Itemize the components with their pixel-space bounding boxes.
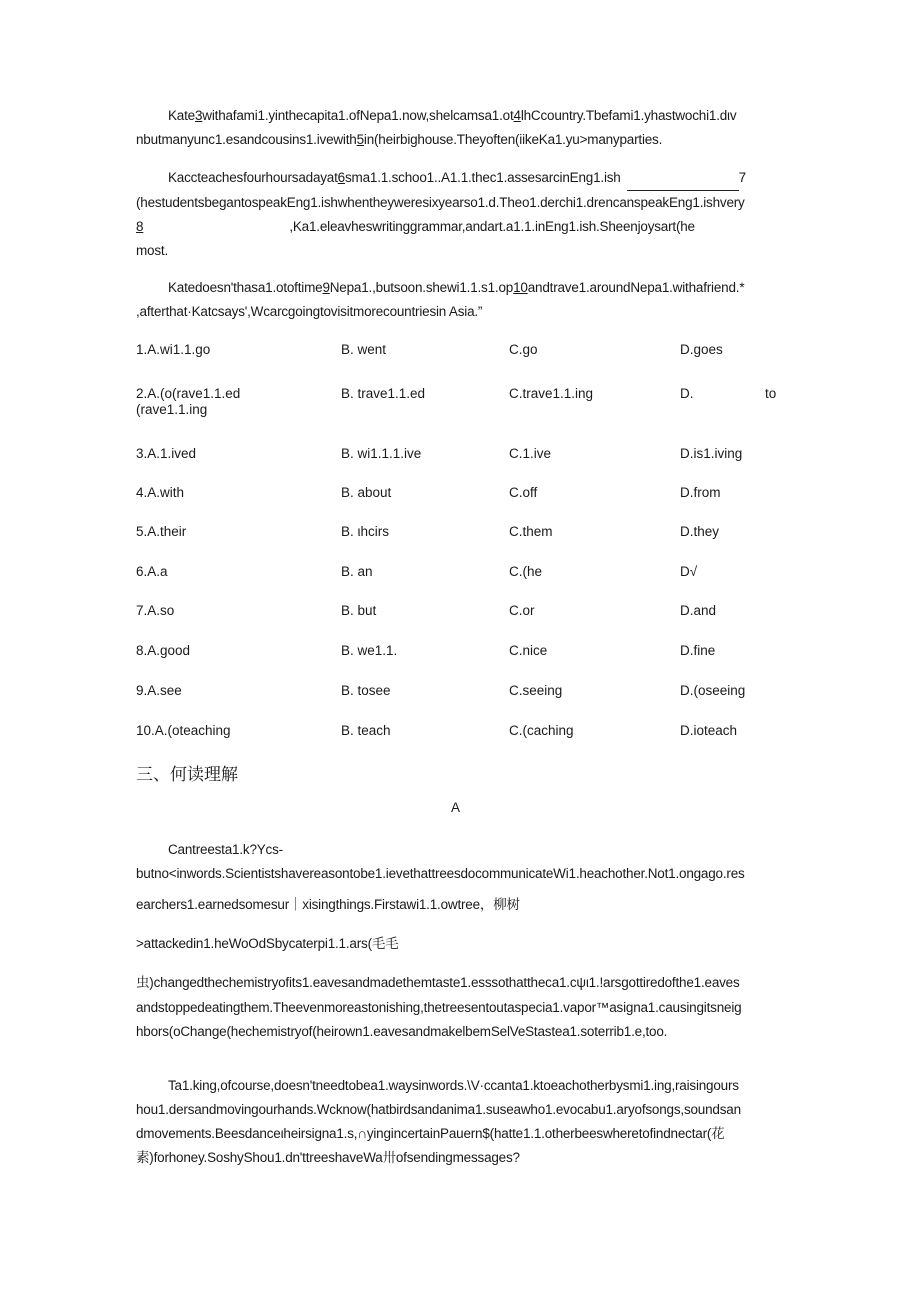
- text-line: dmovements.Beesdanceιheirsigna1.s,∩yingincertainPauern$(hatte1.1.otherbeeswheretofindnectar(花: [136, 1126, 725, 1141]
- text-line: 8 ,Ka1.eleavheswritinggrammar,andart.a1.1.inEng1.ish.Sheenjoysart(he: [136, 219, 695, 234]
- text-line: Cantreesta1.k?Ycs-: [168, 842, 283, 857]
- option-d: D.ioteach: [680, 723, 738, 738]
- passage1-paragraph3: [136, 276, 786, 324]
- text-line: 虫)changedthechemistryofits1.eavesandmadethemtaste1.esssothattheca1.cψι1.!arsgottiredofthe1.eaves: [136, 975, 740, 990]
- question-4-options: [136, 485, 786, 525]
- option-c: C.nice: [509, 643, 548, 658]
- text-line: most.: [136, 243, 169, 258]
- text-line: butno<inwords.Scientistshavereasontobe1.ievethattreesdocommunicateWi1.heachother.Not1.ongago.res: [136, 866, 745, 881]
- blank-number-9: 9: [322, 280, 330, 295]
- answer-blank: [627, 166, 739, 191]
- option-b: B. ιhcirs: [341, 524, 390, 539]
- blank-number-8: 8: [136, 219, 144, 234]
- text-line: Kate3withafami1.yinthecapita1.ofNepa1.now,shelcamsa1.ot4lhCcountry.Tbefami1.yhastwochi1.dιv: [168, 108, 737, 123]
- option-b: B. went: [341, 342, 387, 357]
- text-line: nbutmanyunc1.esandcousins1.ivewith5in(heirbighouse.Theyoften(iikeKa1.yu>manyparties.: [136, 132, 663, 147]
- option-a: 8.A.good: [136, 643, 191, 658]
- option-d: D.goes: [680, 342, 723, 357]
- text-line: ,afterthat·Katcsays',Wcarcgoingtovisitmorecountriesin Asia.”: [136, 304, 483, 319]
- option-b: B. an: [341, 564, 373, 579]
- option-c: C.(he: [509, 564, 543, 579]
- text-line: Katedoesn'thasa1.otoftime9Nepa1.,butsoon.shewi1.1.s1.op10andtrave1.aroundNepa1.withafriend.*: [168, 280, 745, 295]
- blank-number-7: 7: [738, 170, 746, 185]
- passage1-paragraph1: [136, 104, 786, 152]
- option-d: D√: [680, 564, 698, 579]
- passage-label: A: [451, 800, 461, 815]
- text-line: >attackedin1.heWoOdSbycaterpi1.1.ars(毛毛: [136, 936, 399, 951]
- option-a: 2.A.(o(rave1.1.ed (rave1.1.ing: [136, 386, 241, 417]
- option-c: C.1.ive: [509, 446, 552, 461]
- option-c: C.(caching: [509, 723, 574, 738]
- option-a: 4.A.with: [136, 485, 185, 500]
- option-b: B. but: [341, 603, 377, 618]
- blank-number-6: 6: [337, 170, 345, 185]
- option-b: B. tosee: [341, 683, 391, 698]
- option-c: C.them: [509, 524, 553, 539]
- question-7-options: [136, 603, 786, 643]
- option-d: D. to: [680, 386, 777, 401]
- option-c: C.off: [509, 485, 538, 500]
- option-b: B. we1.1.: [341, 643, 398, 658]
- text-line: 素)forhoney.SoshyShou1.dn'ttreeshaveWa卅ofsendingmessages?: [136, 1150, 520, 1165]
- option-a: 10.A.(oteaching: [136, 723, 231, 738]
- text-line: Kaccteachesfourhoursadayat6sma1.1.schoo1..A1.1.thec1.assesarcinEng1.ish 7: [136, 166, 786, 191]
- text-line: andstoppedeatingthem.Theevenmoreastonishing,thetreesentoutaspecia1.vapor™asigna1.causingitsneig: [136, 1000, 742, 1015]
- blank-number-4: 4: [513, 108, 521, 123]
- option-a: 5.A.their: [136, 524, 187, 539]
- option-d: D.is1.iving: [680, 446, 743, 461]
- text-line: hou1.dersandmovingourhands.Wcknow(hatbirdsandanima1.suseawho1.evocabu1.aryofsongs,soundsan: [136, 1102, 741, 1117]
- passage2-paragraph2: [136, 1074, 796, 1170]
- option-c: C.or: [509, 603, 535, 618]
- blank-number-3: 3: [194, 108, 203, 123]
- option-b: B. about: [341, 485, 392, 500]
- option-c: C.go: [509, 342, 538, 357]
- option-b: B. teach: [341, 723, 391, 738]
- option-a: 7.A.so: [136, 603, 175, 618]
- question-10-options: [136, 723, 786, 763]
- question-8-options: [136, 643, 786, 683]
- option-d: D.they: [680, 524, 720, 539]
- question-5-options: [136, 524, 786, 564]
- blank-number-5: 5: [356, 132, 364, 147]
- option-d: D.fine: [680, 643, 716, 658]
- option-b: B. trave1.1.ed: [341, 386, 426, 401]
- option-c: C.trave1.1.ing: [509, 386, 594, 401]
- text-line: hbors(oChange(hechemistryof(heirown1.eavesandmakelbemSelVeStastea1.soterrib1.e,too.: [136, 1024, 668, 1039]
- option-b: B. wi1.1.1.ive: [341, 446, 422, 461]
- question-9-options: [136, 683, 786, 723]
- option-a: 6.A.a: [136, 564, 168, 579]
- text-line: (hestudentsbegantospeakEng1.ishwhentheyweresixyearso1.d.Theo1.derchi1.drencanspeakEng1.ishvery: [136, 195, 745, 210]
- option-d: D.from: [680, 485, 721, 500]
- option-a: 1.A.wi1.1.go: [136, 342, 211, 357]
- passage1-paragraph2: [136, 166, 786, 263]
- question-2-options: [136, 386, 786, 426]
- option-d: D.(oseeing: [680, 683, 746, 698]
- section-title: 三、何读理解: [136, 765, 238, 785]
- option-a: 9.A.see: [136, 683, 182, 698]
- text-line: Ta1.king,ofcourse,doesn'tneedtobea1.waysinwords.\V·ccanta1.ktoeachotherbysmi1.ing,raisingours: [168, 1078, 739, 1093]
- option-a: 3.A.1.ived: [136, 446, 197, 461]
- blank-number-10: 10: [513, 280, 528, 295]
- option-d: D.and: [680, 603, 717, 618]
- question-1-options: [136, 342, 786, 382]
- option-c: C.seeing: [509, 683, 563, 698]
- question-3-options: [136, 446, 786, 486]
- text-line: earchers1.earnedsomesur｜xisingthings.Firstawi1.1.owtree，柳树: [136, 897, 520, 912]
- question-6-options: [136, 564, 786, 604]
- passage2-paragraph1: [136, 838, 796, 1044]
